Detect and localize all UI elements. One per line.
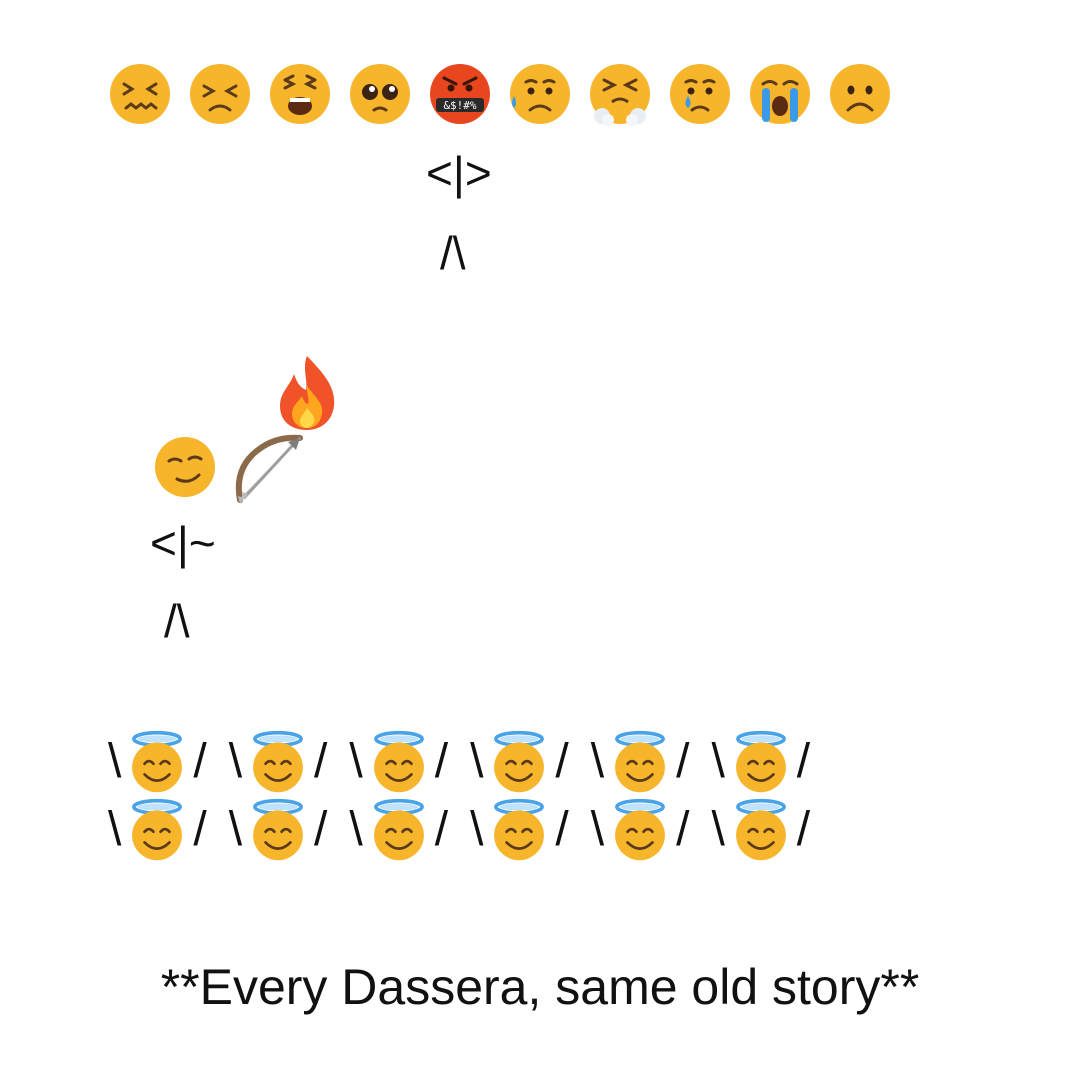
angel-figure <box>108 798 207 862</box>
fire-icon <box>272 352 342 432</box>
crying-face-icon <box>668 62 732 126</box>
angel-left-arm: \ <box>108 803 122 856</box>
steam-nose-face-icon <box>588 62 652 126</box>
bow-and-arrow-icon <box>230 428 310 508</box>
angel-figure <box>591 798 690 862</box>
pleading-face-icon <box>348 62 412 126</box>
smiling-face-with-halo-icon <box>487 730 551 794</box>
angel-figure <box>711 730 810 794</box>
cursing-face-icon <box>428 62 492 126</box>
angel-right-arm: / <box>434 735 449 788</box>
angel-left-arm: \ <box>228 735 243 788</box>
hero-legs: /\ <box>164 595 190 647</box>
frowning-face-icon <box>828 62 892 126</box>
persevering-face-icon <box>188 62 252 126</box>
angel-right-arm: / <box>193 735 207 788</box>
angel-right-arm: / <box>555 803 569 856</box>
angel-figure <box>470 798 569 862</box>
crowd <box>108 730 988 862</box>
angel-left-arm: \ <box>711 735 725 788</box>
angel-figure <box>349 798 448 862</box>
angel-right-arm: / <box>314 803 328 856</box>
angel-left-arm: \ <box>470 735 484 788</box>
angel-right-arm: / <box>555 735 569 788</box>
angel-figure <box>711 798 810 862</box>
smiling-face-with-halo-icon <box>246 730 310 794</box>
angel-right-arm: / <box>796 735 811 788</box>
angel-left-arm: \ <box>470 803 484 856</box>
sad-sweat-face-icon <box>508 62 572 126</box>
smiling-face-with-halo-icon <box>125 730 189 794</box>
villain-legs: /\ <box>440 227 466 279</box>
smiling-face-with-halo-icon <box>729 798 793 862</box>
angel-figure <box>108 730 207 794</box>
villain-heads <box>108 62 892 126</box>
angel-right-arm: / <box>676 735 690 788</box>
angel-figure <box>229 798 328 862</box>
smirking-face-icon <box>153 435 217 499</box>
angel-left-arm: \ <box>711 803 725 856</box>
angel-figure <box>470 730 569 794</box>
smiling-face-with-halo-icon <box>367 730 431 794</box>
angel-right-arm: / <box>676 803 690 856</box>
hero-torso: <|~ <box>150 517 216 569</box>
angel-left-arm: \ <box>108 735 122 788</box>
loudly-crying-face-icon <box>748 62 812 126</box>
caption: **Every Dassera, same old story** <box>160 959 920 1015</box>
angel-left-arm: \ <box>228 803 243 856</box>
angel-right-arm: / <box>193 803 207 856</box>
smiling-face-with-halo-icon <box>246 798 310 862</box>
smiling-face-with-halo-icon <box>487 798 551 862</box>
crowd-row <box>108 730 988 794</box>
angel-left-arm: \ <box>349 803 363 856</box>
angel-right-arm: / <box>796 803 811 856</box>
angel-right-arm: / <box>314 735 328 788</box>
confounded-face-icon <box>108 62 172 126</box>
angel-right-arm: / <box>434 803 449 856</box>
crowd-row <box>108 798 988 862</box>
smiling-face-with-halo-icon <box>608 798 672 862</box>
angel-left-arm: \ <box>590 803 605 856</box>
smiling-face-with-halo-icon <box>367 798 431 862</box>
villain-torso: <|> <box>426 147 492 199</box>
angel-figure <box>349 730 448 794</box>
weary-face-icon <box>268 62 332 126</box>
smiling-face-with-halo-icon <box>608 730 672 794</box>
angel-left-arm: \ <box>349 735 363 788</box>
angel-figure <box>229 730 328 794</box>
angel-figure <box>591 730 690 794</box>
angel-left-arm: \ <box>590 735 605 788</box>
smiling-face-with-halo-icon <box>729 730 793 794</box>
smiling-face-with-halo-icon <box>125 798 189 862</box>
cursing-symbols: &$!#% <box>443 99 477 112</box>
